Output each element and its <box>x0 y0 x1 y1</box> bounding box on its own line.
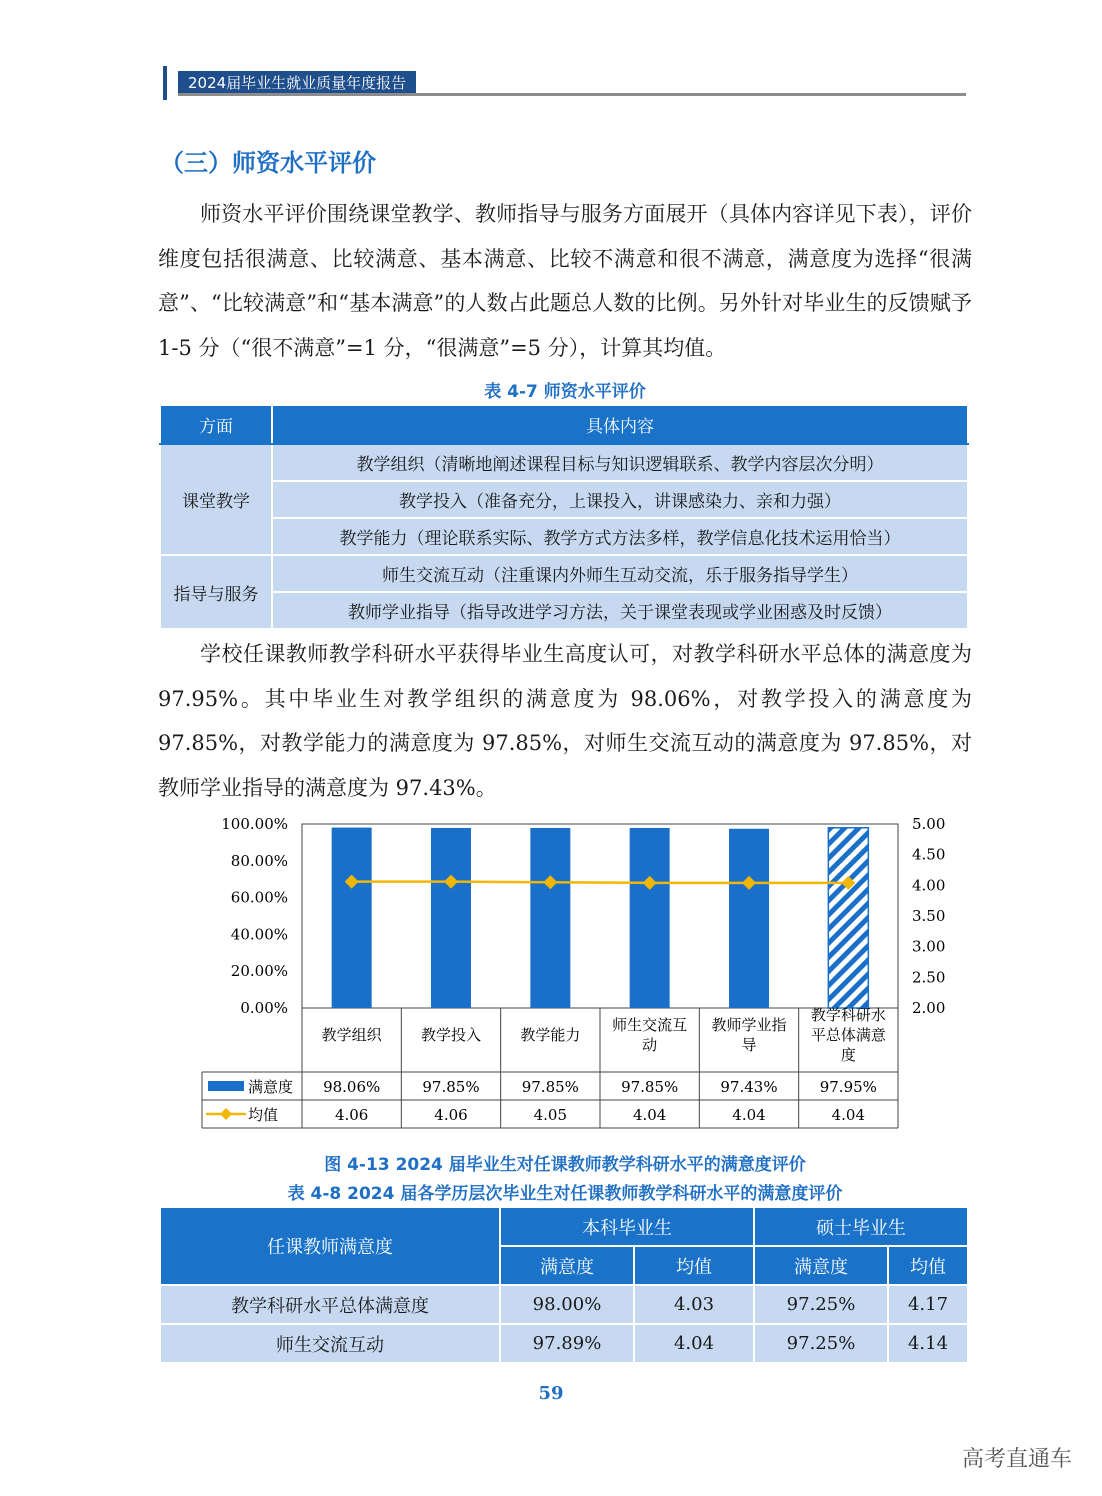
y-right-tick-label: 4.00 <box>912 876 946 895</box>
bar-value-label: 97.85% <box>422 1078 480 1096</box>
subheader: 均值 <box>888 1246 968 1285</box>
figure-caption: 图 4-13 2024 届毕业生对任课教师教学科研水平的满意度评价 <box>324 1155 806 1175</box>
category-label: 教学科研水 <box>810 1006 886 1024</box>
value-cell: 4.03 <box>634 1285 754 1324</box>
y-left-tick-label: 60.00% <box>230 888 288 907</box>
value-cell: 4.14 <box>888 1324 968 1363</box>
table47-caption: 表 4-7 师资水平评价 <box>484 382 646 402</box>
teacher-evaluation-table <box>159 404 969 630</box>
row-label: 师生交流互动 <box>160 1324 500 1363</box>
column-header-content: 具体内容 <box>272 405 968 444</box>
legend-swatch-bar <box>208 1081 244 1091</box>
y-left-tick-label: 0.00% <box>240 999 288 1017</box>
bar <box>431 828 471 1008</box>
report-title: 2024届毕业生就业质量年度报告 <box>178 71 416 95</box>
category-label: 动 <box>642 1036 658 1054</box>
bar <box>729 829 769 1008</box>
y-left-tick-label: 80.00% <box>230 851 288 870</box>
group-header: 硕士毕业生 <box>754 1207 968 1246</box>
aspect-cell: 课堂教学 <box>160 444 272 555</box>
bar-value-label: 97.85% <box>521 1078 579 1096</box>
line-value-label: 4.04 <box>632 1106 667 1124</box>
category-label: 导 <box>741 1036 757 1054</box>
page-number: 59 <box>538 1383 564 1404</box>
category-label: 度 <box>840 1046 856 1064</box>
y-right-tick-label: 4.50 <box>912 845 946 864</box>
satisfaction-chart <box>150 812 946 1142</box>
value-cell: 4.04 <box>634 1324 754 1363</box>
bar <box>332 828 372 1008</box>
table48-caption: 表 4-8 2024 届各学历层次毕业生对任课教师教学科研水平的满意度评价 <box>287 1184 843 1204</box>
plot-frame <box>302 824 898 1008</box>
line-value-label: 4.04 <box>831 1106 866 1124</box>
value-cell: 97.25% <box>754 1324 888 1363</box>
mean-line <box>352 882 849 883</box>
y-right-tick-label: 2.50 <box>912 968 946 987</box>
bar-value-label: 98.06% <box>323 1078 381 1096</box>
y-left-tick-label: 20.00% <box>230 962 288 981</box>
y-right-tick-label: 3.50 <box>912 907 946 925</box>
bar <box>530 828 570 1008</box>
subheader: 满意度 <box>500 1246 634 1285</box>
line-value-label: 4.04 <box>732 1106 766 1124</box>
legend-label: 均值 <box>248 1106 279 1124</box>
line-value-label: 4.06 <box>334 1106 369 1124</box>
category-label: 平总体满意 <box>810 1026 886 1044</box>
intro-paragraph <box>158 192 972 370</box>
degree-level-table <box>159 1206 969 1364</box>
watermark: 高考直通车 <box>961 1447 1072 1472</box>
bar-value-label: 97.85% <box>621 1078 679 1096</box>
paragraph-text: 师资水平评价围绕课堂教学、教师指导与服务方面展开（具体内容详见下表），评价维度包括很满意、比较满意、基本满意、比较不满意和很不满意，满意度为选择“很满意”、“比较满意”和“基本满意”的人数占此题总人数的比例。另外针对毕业生的反馈赋予 1-5 分（“很不满意”=1 分，“很满意”=5 分），计算其均值。 <box>158 202 972 360</box>
paragraph-text: 学校任课教师教学科研水平获得毕业生高度认可，对教学科研水平总体的满意度为 97.95%。其中毕业生对教学组织的满意度为 98.06%，对教学投入的满意度为 97.85%，对教学能力的满意度为 97.85%，对师生交流互动的满意度为 97.85%，对教师学业指导的满意度为 97.43%。 <box>158 642 972 800</box>
group-header: 本科毕业生 <box>500 1207 754 1246</box>
subheader: 满意度 <box>754 1246 888 1285</box>
content-cell: 教学投入（准备充分，上课投入，讲课感染力、亲和力强） <box>272 481 968 518</box>
aspect-cell: 指导与服务 <box>160 555 272 629</box>
value-cell: 97.25% <box>754 1285 888 1324</box>
result-paragraph <box>158 632 972 810</box>
y-right-tick-label: 5.00 <box>912 815 946 833</box>
column-header-aspect: 方面 <box>160 405 272 444</box>
content-cell: 教师学业指导（指导改进学习方法，关于课堂表现或学业困惑及时反馈） <box>272 592 968 629</box>
legend-swatch-marker <box>220 1108 232 1120</box>
value-cell: 4.17 <box>888 1285 968 1324</box>
line-value-label: 4.05 <box>533 1106 568 1124</box>
header-rule <box>178 93 966 96</box>
y-right-tick-label: 3.00 <box>912 937 946 956</box>
bar-value-label: 97.43% <box>720 1078 778 1096</box>
y-left-tick-label: 40.00% <box>230 925 288 944</box>
legend-label: 满意度 <box>248 1078 294 1096</box>
bar <box>630 828 670 1008</box>
category-label: 教学组织 <box>321 1026 382 1044</box>
category-label: 教学投入 <box>420 1026 482 1044</box>
row-label: 教学科研水平总体满意度 <box>160 1285 500 1324</box>
content-cell: 教学组织（清晰地阐述课程目标与知识逻辑联系、教学内容层次分明） <box>272 444 968 481</box>
value-cell: 98.00% <box>500 1285 634 1324</box>
bar <box>828 828 868 1008</box>
table-row <box>160 1324 968 1363</box>
subheader: 均值 <box>634 1246 754 1285</box>
category-label: 师生交流互 <box>612 1016 688 1034</box>
corner-header: 任课教师满意度 <box>160 1207 500 1285</box>
value-cell: 97.89% <box>500 1324 634 1363</box>
bar-value-label: 97.95% <box>819 1078 877 1096</box>
header-accent-bar <box>163 66 167 100</box>
y-right-tick-label: 2.00 <box>912 999 946 1017</box>
content-cell: 教学能力（理论联系实际、教学方式方法多样，教学信息化技术运用恰当） <box>272 518 968 555</box>
line-value-label: 4.06 <box>434 1106 468 1124</box>
section-title: （三）师资水平评价 <box>160 149 376 177</box>
category-label: 教师学业指 <box>711 1016 787 1034</box>
content-cell: 师生交流互动（注重课内外师生互动交流，乐于服务指导学生） <box>272 555 968 592</box>
y-left-tick-label: 100.00% <box>221 815 288 833</box>
category-label: 教学能力 <box>520 1026 581 1044</box>
table-row <box>160 1285 968 1324</box>
